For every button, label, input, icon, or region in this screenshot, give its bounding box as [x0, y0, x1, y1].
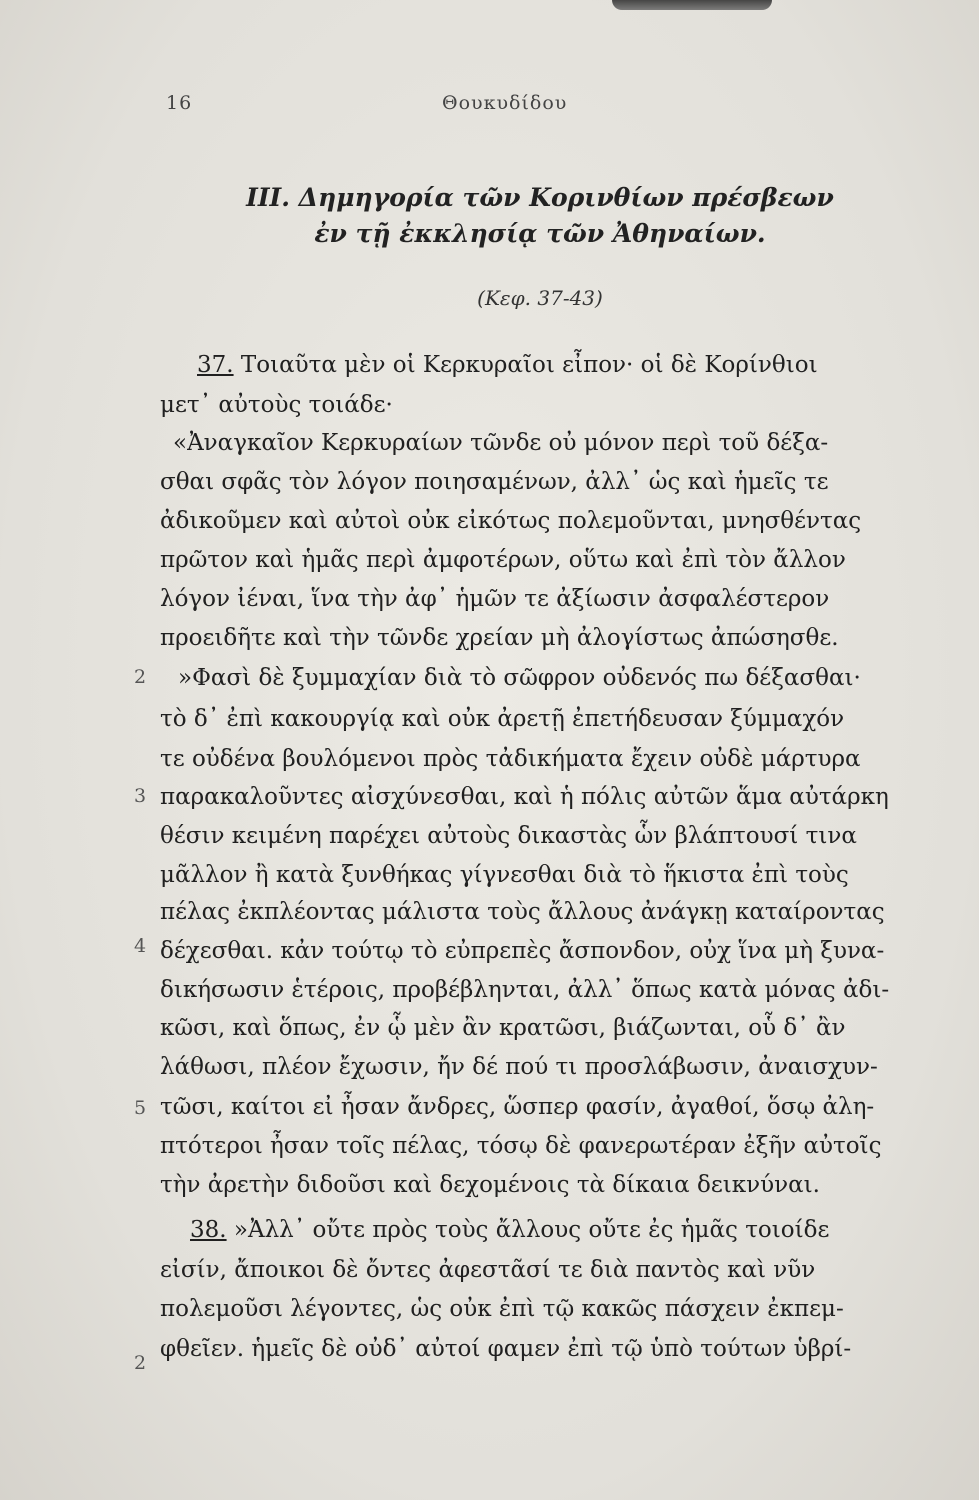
text-line: [160, 1336, 900, 1362]
line-text: φθεῖεν. ἡμεῖς δὲ οὐδ᾽ αὐτοί φαμεν ἐπὶ τῷ ὑπὸ τούτων ὑβρί-: [160, 1336, 852, 1362]
line-text: τὸ δ᾽ ἐπὶ κακουργίᾳ καὶ οὐκ ἀρετῇ ἐπετήδευσαν ξύμμαχόν: [160, 706, 845, 732]
line-text: πολεμοῦσι λέγοντες, ὡς οὐκ ἐπὶ τῷ κακῶς πάσχειν ἐκπεμ-: [160, 1296, 844, 1322]
margin-number: 2: [134, 666, 147, 688]
line-text: πρῶτον καὶ ἡμᾶς περὶ ἀμφοτέρων, οὕτω καὶ ἐπὶ τὸν ἄλλον: [160, 547, 846, 573]
text-line: [173, 430, 913, 456]
line-text: δικήσωσιν ἑτέροις, προβέβληνται, ἀλλ᾽ ὅπως κατὰ μόνας ἀδι-: [160, 977, 890, 1003]
line-text: σθαι σφᾶς τὸν λόγον ποιησαμένων, ἀλλ᾽ ὡς καὶ ἡμεῖς τε: [160, 469, 829, 495]
text-line: [178, 665, 918, 691]
section-title-line-2: ἐν τῇ ἐκκλησίᾳ τῶν Ἀθηναίων.: [314, 219, 766, 248]
text-line: [160, 625, 900, 651]
text-line: [160, 469, 900, 495]
line-text: λόγον ἰέναι, ἵνα τὴν ἀφ᾽ ἡμῶν τε ἀξίωσιν ἀσφαλέστερον: [160, 586, 830, 612]
text-line: [160, 1172, 900, 1198]
line-text: πέλας ἐκπλέοντας μάλιστα τοὺς ἄλλους ἀνάγκῃ καταίροντας: [160, 899, 885, 925]
margin-number: 5: [134, 1097, 147, 1119]
text-line: [160, 547, 900, 573]
line-text: τε οὐδένα βουλόμενοι πρὸς τἀδικήματα ἔχειν οὐδὲ μάρτυρα: [160, 746, 861, 772]
text-line: [160, 586, 900, 612]
text-line: [197, 352, 937, 378]
line-text: τὴν ἀρετὴν διδοῦσι καὶ δεχομένοις τὰ δίκαια δεικνύναι.: [160, 1172, 820, 1198]
line-text: δέχεσθαι. κἀν τούτῳ τὸ εὐπρεπὲς ἄσπονδον, οὐχ ἵνα μὴ ξυνα-: [160, 938, 885, 964]
running-title: Θουκυδίδου: [442, 92, 568, 114]
text-line: [160, 1257, 900, 1283]
section-title-line-1: III. Δημηγορία τῶν Κορινθίων πρέσβεων: [246, 183, 834, 212]
line-text: »Ἀλλ᾽ οὔτε πρὸς τοὺς ἄλλους οὔτε ἐς ἡμᾶς τοιοίδε: [226, 1217, 830, 1243]
page-number: 16: [166, 92, 193, 114]
line-text: μετ᾽ αὐτοὺς τοιάδε·: [160, 392, 393, 418]
chapter-reference: (Κεφ. 37-43): [477, 286, 603, 310]
margin-number: 4: [134, 935, 147, 957]
text-line: [160, 862, 900, 888]
text-line: [160, 823, 900, 849]
text-line: [160, 1133, 900, 1159]
text-line: [160, 938, 900, 964]
chapter-number: 37.: [197, 352, 234, 378]
text-line: [160, 977, 900, 1003]
line-text: κῶσι, καὶ ὅπως, ἐν ᾧ μὲν ἂν κρατῶσι, βιάζωνται, οὗ δ᾽ ἂν: [160, 1015, 846, 1041]
text-line: [160, 1296, 900, 1322]
line-text: παρακαλοῦντες αἰσχύνεσθαι, καὶ ἡ πόλις αὐτῶν ἅμα αὐτάρκη: [160, 784, 889, 810]
text-line: [190, 1217, 930, 1243]
line-text: λάθωσι, πλέον ἔχωσιν, ἤν δέ πού τι προσλάβωσιν, ἀναισχυν-: [160, 1054, 878, 1080]
ink-blot: [612, 0, 772, 10]
line-text: Τοιαῦτα μὲν οἱ Κερκυραῖοι εἶπον· οἱ δὲ Κορίνθιοι: [233, 352, 818, 378]
line-text: πτότεροι ἦσαν τοῖς πέλας, τόσῳ δὲ φανερωτέραν ἐξῆν αὐτοῖς: [160, 1133, 882, 1159]
margin-number: 2: [134, 1352, 147, 1374]
line-text: εἰσίν, ἄποικοι δὲ ὄντες ἀφεστᾶσί τε διὰ παντὸς καὶ νῦν: [160, 1257, 816, 1283]
text-line: [160, 508, 900, 534]
line-text: προειδῆτε καὶ τὴν τῶνδε χρείαν μὴ ἀλογίστως ἀπώσησθε.: [160, 625, 839, 651]
line-text: μᾶλλον ἢ κατὰ ξυνθήκας γίγνεσθαι διὰ τὸ ἥκιστα ἐπὶ τοὺς: [160, 862, 849, 888]
line-text: «Ἀναγκαῖον Κερκυραίων τῶνδε οὐ μόνον περὶ τοῦ δέξα-: [173, 430, 829, 456]
text-line: [160, 784, 900, 810]
text-line: [160, 392, 900, 418]
chapter-number: 38.: [190, 1217, 227, 1243]
text-line: [160, 1094, 900, 1120]
margin-number: 3: [134, 785, 147, 807]
text-line: [160, 1054, 900, 1080]
line-text: θέσιν κειμένη παρέχει αὐτοὺς δικαστὰς ὧν βλάπτουσί τινα: [160, 823, 857, 849]
text-line: [160, 746, 900, 772]
text-line: [160, 1015, 900, 1041]
line-text: ἀδικοῦμεν καὶ αὐτοὶ οὐκ εἰκότως πολεμοῦνται, μνησθέντας: [160, 508, 862, 534]
text-line: [160, 706, 900, 732]
line-text: τῶσι, καίτοι εἰ ἦσαν ἄνδρες, ὥσπερ φασίν, ἀγαθοί, ὅσῳ ἀλη-: [160, 1094, 875, 1120]
line-text: »Φασὶ δὲ ξυμμαχίαν διὰ τὸ σῶφρον οὐδενός πω δέξασθαι·: [178, 665, 861, 691]
text-line: [160, 899, 900, 925]
